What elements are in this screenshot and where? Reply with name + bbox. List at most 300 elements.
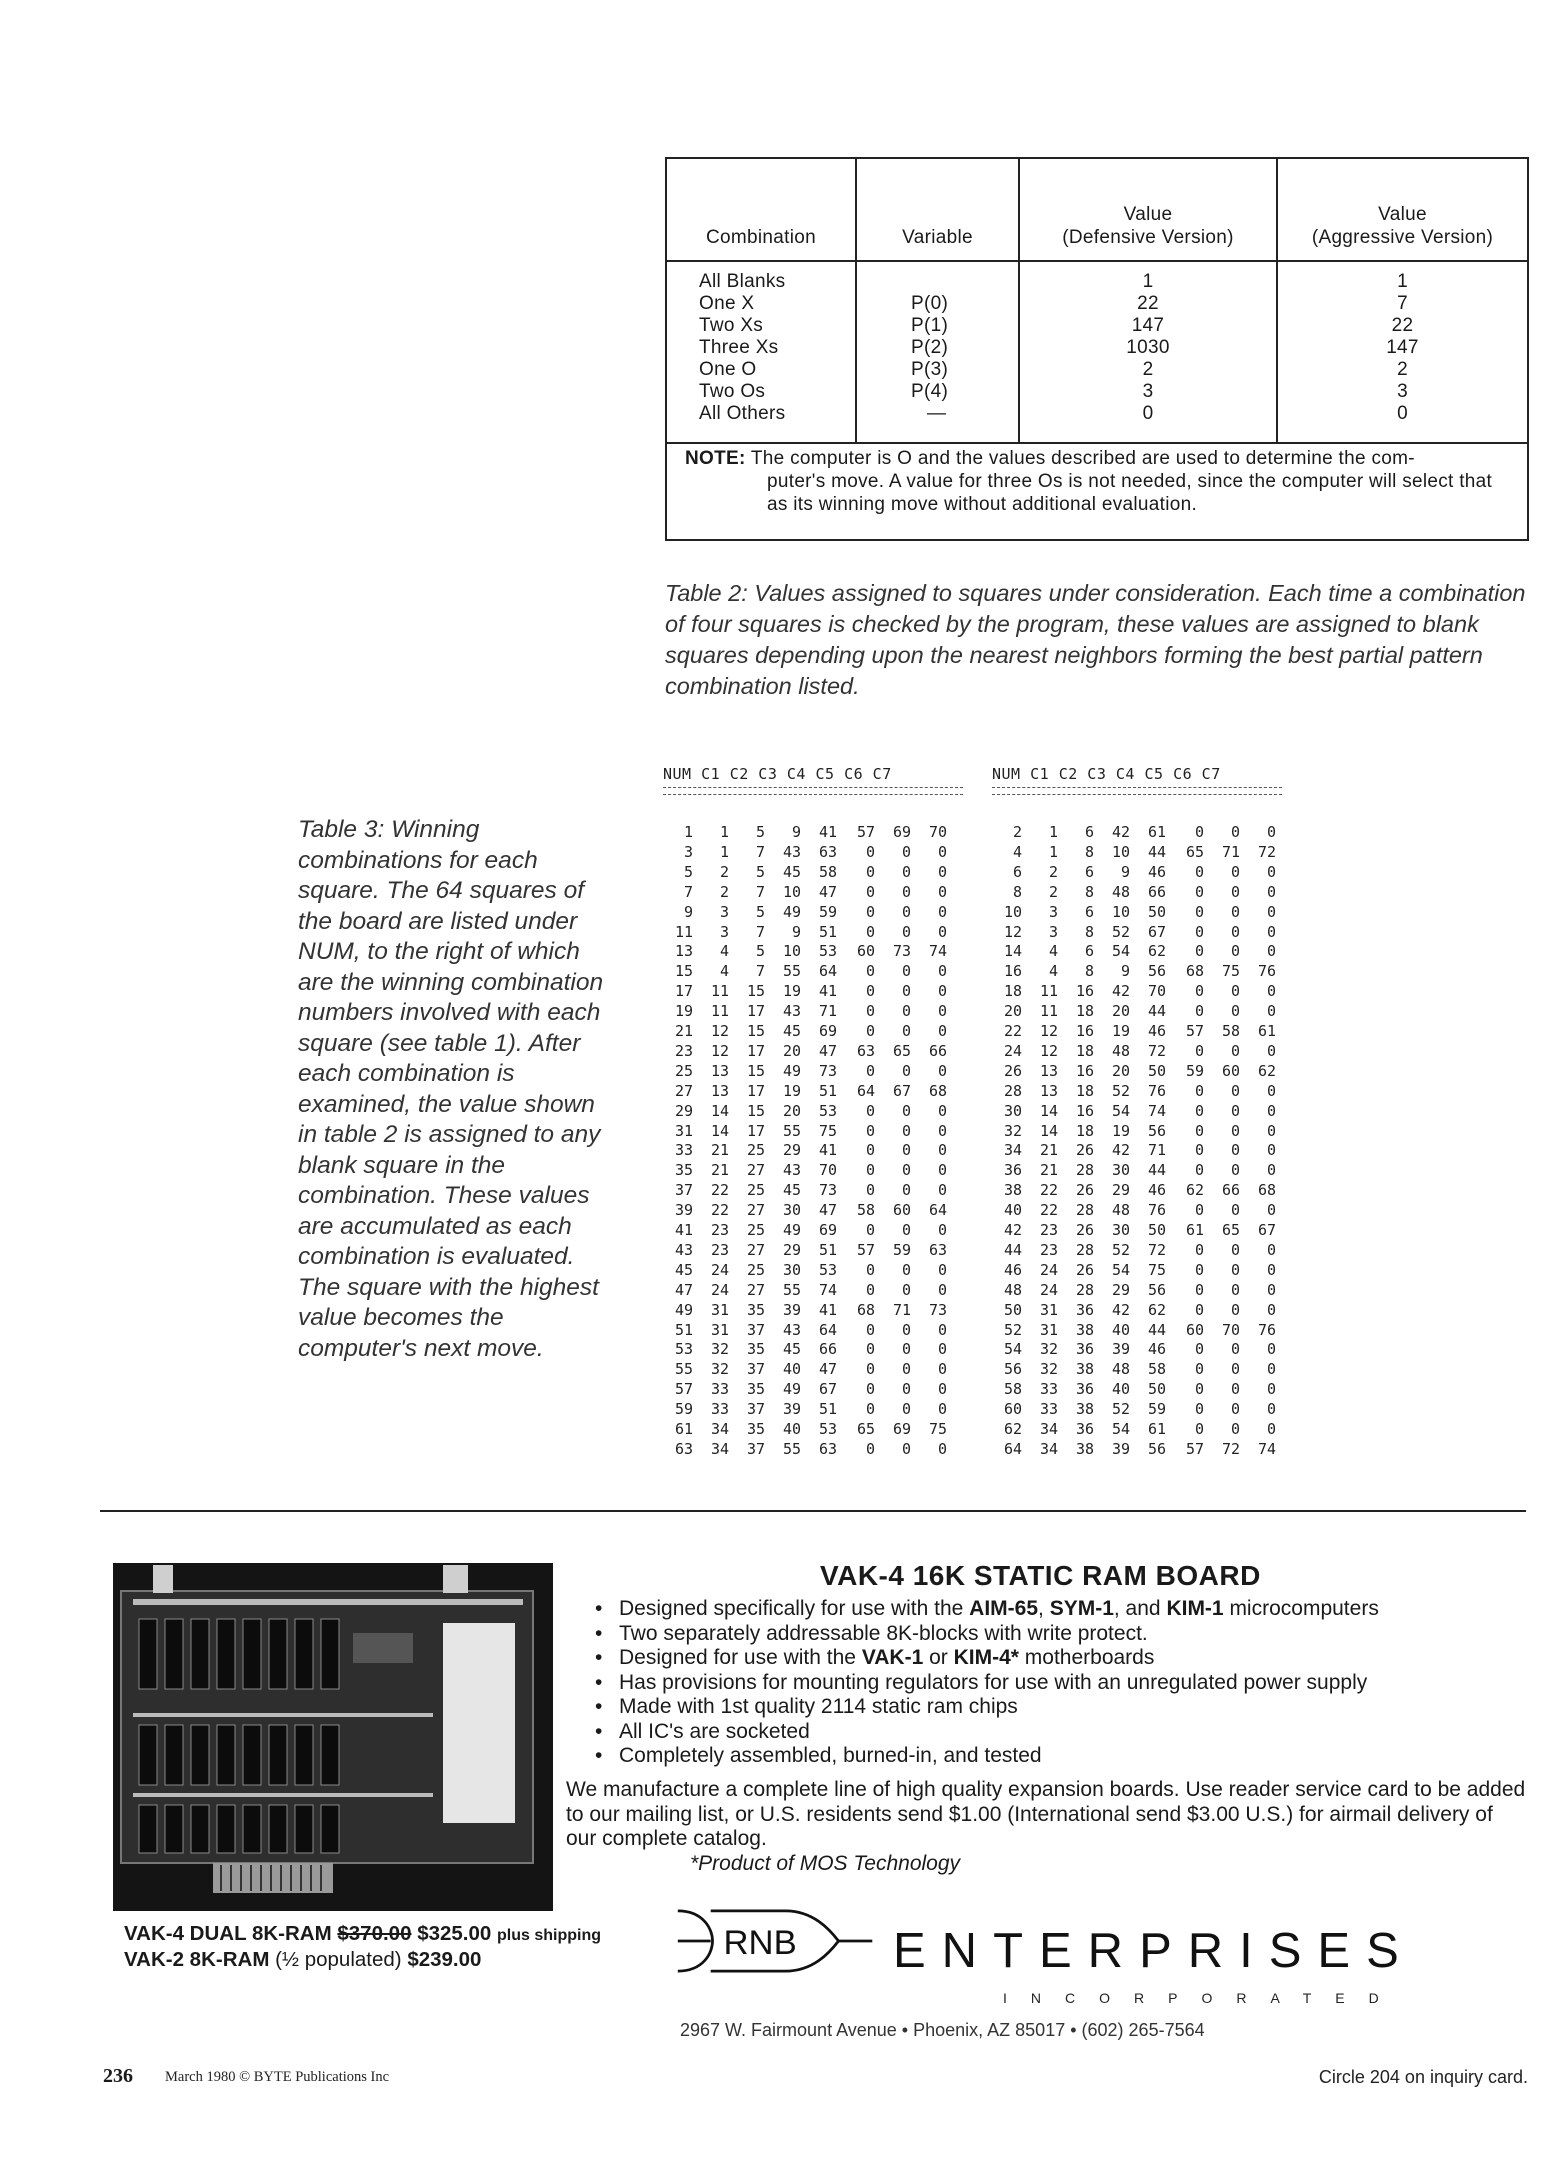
combination-number: 0	[1230, 823, 1240, 841]
combination-number: 69	[892, 823, 911, 841]
combination-number: 74	[928, 942, 947, 961]
combination-number: 48	[1111, 882, 1130, 901]
combination-number: 73	[818, 1061, 837, 1080]
header-variable: Variable	[902, 227, 973, 248]
combination-number: 11	[1039, 982, 1058, 1001]
combination-number: 69	[892, 1420, 911, 1438]
table-row	[663, 1200, 963, 1220]
combination-number: 24	[710, 1260, 729, 1279]
square-number: 25	[674, 1061, 693, 1080]
combination-number: 70	[818, 1161, 837, 1180]
combination-number: 43	[782, 1161, 801, 1180]
table-row	[992, 961, 1292, 981]
combination-number: 71	[892, 1300, 911, 1319]
table-row	[663, 862, 963, 882]
combination-number: 37	[746, 1400, 765, 1419]
combination-number: 13	[710, 1061, 729, 1080]
cell: P(1)	[911, 315, 949, 336]
combination-number: 44	[1147, 842, 1166, 861]
combination-number: 63	[856, 1041, 875, 1060]
combination-number: 41	[818, 1141, 837, 1160]
combination-number: 0	[1230, 1260, 1240, 1279]
combination-number: 0	[1194, 1161, 1204, 1180]
combination-number: 62	[1257, 1061, 1276, 1080]
combination-number: 46	[1147, 1181, 1166, 1200]
combination-number: 71	[1147, 1141, 1166, 1160]
cell: —	[927, 403, 947, 424]
combination-number: 75	[1147, 1260, 1166, 1279]
combination-number: 7	[755, 962, 765, 981]
combination-number: 0	[937, 922, 947, 941]
combination-number: 10	[782, 942, 801, 961]
combination-number: 0	[1194, 1300, 1204, 1319]
combination-number: 0	[1194, 1101, 1204, 1120]
combination-number: 0	[865, 1400, 875, 1419]
cell: Two Xs	[699, 315, 764, 336]
combination-number: 21	[1039, 1161, 1058, 1180]
header-combination: Combination	[706, 227, 816, 248]
square-number: 47	[674, 1280, 693, 1299]
cell: 3	[1397, 381, 1408, 402]
combination-number: 70	[928, 823, 947, 841]
combination-number: 18	[1075, 1002, 1094, 1021]
combination-number: 66	[1147, 882, 1166, 901]
table-row	[663, 1061, 963, 1081]
combination-number: 0	[1266, 1360, 1276, 1379]
combination-number: 0	[1194, 982, 1204, 1001]
combination-number: 0	[865, 1221, 875, 1239]
combination-number: 0	[937, 962, 947, 981]
combination-number: 73	[928, 1300, 947, 1319]
combination-number: 34	[710, 1420, 729, 1438]
combination-number: 0	[1194, 882, 1204, 901]
table-row	[992, 1260, 1292, 1280]
note-text-first: The computer is O and the values described are used to determine the com-	[750, 448, 1415, 469]
column-variable	[911, 271, 1011, 425]
combination-number: 59	[1185, 1061, 1204, 1080]
table-row	[663, 882, 963, 902]
combination-number: 18	[1075, 1081, 1094, 1100]
table-row	[992, 1320, 1292, 1340]
square-number: 62	[1003, 1420, 1022, 1438]
combination-number: 39	[1111, 1340, 1130, 1359]
combination-number: 9	[1120, 962, 1130, 981]
square-number: 64	[1003, 1439, 1022, 1458]
combination-number: 44	[1147, 1161, 1166, 1180]
combination-number: 6	[1084, 862, 1094, 881]
table-row	[663, 1439, 963, 1459]
cell: 1	[1397, 271, 1408, 292]
combination-number: 25	[746, 1181, 765, 1200]
table-row	[992, 1121, 1292, 1141]
new-price: $325.00	[417, 1922, 492, 1945]
combination-number: 0	[1194, 1380, 1204, 1399]
combination-number: 15	[746, 1101, 765, 1120]
square-number: 21	[674, 1022, 693, 1040]
combination-number: 46	[1147, 1340, 1166, 1359]
combination-number: 50	[1147, 1380, 1166, 1399]
combination-number: 30	[1111, 1161, 1130, 1180]
combination-number: 0	[1266, 882, 1276, 901]
square-number: 31	[674, 1121, 693, 1140]
ad-feature-list	[595, 1597, 1379, 1769]
combination-number: 35	[746, 1340, 765, 1359]
combination-number: 46	[1147, 862, 1166, 881]
square-number: 12	[1003, 922, 1022, 941]
combination-number: 2	[719, 862, 729, 881]
combination-number: 6	[1084, 902, 1094, 921]
square-number: 9	[683, 902, 693, 921]
combination-number: 58	[1221, 1022, 1240, 1040]
combination-number: 47	[818, 1201, 837, 1220]
square-number: 50	[1003, 1300, 1022, 1319]
square-number: 36	[1003, 1161, 1022, 1180]
combination-number: 24	[1039, 1260, 1058, 1279]
combination-number: 0	[865, 862, 875, 881]
combination-number: 0	[865, 1161, 875, 1180]
combination-number: 34	[1039, 1420, 1058, 1438]
combination-number: 0	[1194, 1400, 1204, 1419]
combination-number: 0	[1266, 1240, 1276, 1259]
square-number: 2	[1012, 823, 1022, 841]
combination-number: 8	[1084, 842, 1094, 861]
combination-number: 22	[710, 1181, 729, 1200]
combination-number: 9	[791, 922, 801, 941]
combination-number: 0	[901, 1161, 911, 1180]
combination-number: 25	[746, 1141, 765, 1160]
combination-number: 55	[782, 1439, 801, 1458]
combination-number: 0	[1194, 1201, 1204, 1220]
ad-footnote: *Product of MOS Technology	[690, 1852, 961, 1875]
combination-number: 62	[1147, 942, 1166, 961]
combination-number: 36	[1075, 1380, 1094, 1399]
combination-number: 0	[865, 1439, 875, 1458]
combination-number: 28	[1075, 1161, 1094, 1180]
square-number: 5	[683, 862, 693, 881]
table-row	[663, 1001, 963, 1021]
combination-number: 53	[818, 1101, 837, 1120]
combination-number: 58	[856, 1201, 875, 1220]
square-number: 52	[1003, 1320, 1022, 1339]
cell: P(3)	[911, 359, 949, 380]
combination-number: 41	[818, 982, 837, 1001]
table-row	[663, 1180, 963, 1200]
combination-number: 56	[1147, 1280, 1166, 1299]
combination-number: 0	[1266, 1340, 1276, 1359]
combination-number: 31	[1039, 1320, 1058, 1339]
combination-number: 33	[710, 1400, 729, 1419]
square-number: 22	[1003, 1022, 1022, 1040]
combination-number: 0	[1266, 1161, 1276, 1180]
combination-number: 0	[1266, 942, 1276, 961]
table-3-right	[992, 765, 1282, 1465]
table-3-caption: Table 3: Winning combinations for each square. The 64 squares of the board are listed under NUM, to the right of which are the winning combination numbers involved with each square (see table 1). After each combination is examined, the value shown in table 2 is assigned to any blank square in the combination. These values are accumulated as each combination is evaluated. The square with the highest value becomes the computer's next move.	[298, 816, 604, 1362]
logo-text: RNB	[723, 1923, 797, 1962]
combination-number: 8	[1084, 922, 1094, 941]
combination-number: 7	[755, 882, 765, 901]
section-divider	[100, 1510, 1526, 1512]
combination-number: 26	[1075, 1221, 1094, 1239]
combination-number: 0	[901, 1121, 911, 1140]
cell: 1030	[1126, 337, 1170, 358]
combination-number: 3	[1048, 902, 1058, 921]
combination-number: 66	[928, 1041, 947, 1060]
combination-number: 0	[901, 1141, 911, 1160]
table-row	[992, 1220, 1292, 1240]
combination-number: 0	[865, 922, 875, 941]
ad-title: VAK-4 16K STATIC RAM BOARD	[820, 1560, 1261, 1591]
table-row	[992, 842, 1292, 862]
combination-number: 0	[1266, 1201, 1276, 1220]
combination-number: 49	[782, 1221, 801, 1239]
combination-number: 59	[892, 1240, 911, 1259]
combination-number: 25	[746, 1260, 765, 1279]
table-row	[663, 961, 963, 981]
square-number: 54	[1003, 1340, 1022, 1359]
square-number: 57	[674, 1380, 693, 1399]
combination-number: 11	[710, 1002, 729, 1021]
table-row	[663, 1339, 963, 1359]
combination-number: 21	[1039, 1141, 1058, 1160]
combination-number: 73	[818, 1181, 837, 1200]
table-row	[992, 922, 1292, 942]
combination-number: 49	[782, 1380, 801, 1399]
combination-number: 0	[1230, 862, 1240, 881]
square-number: 51	[674, 1320, 693, 1339]
combination-number: 0	[901, 1280, 911, 1299]
combination-number: 8	[1084, 882, 1094, 901]
combination-number: 0	[1266, 922, 1276, 941]
table-row	[992, 941, 1292, 961]
combination-number: 15	[746, 1022, 765, 1040]
combination-number: 0	[865, 1280, 875, 1299]
combination-number: 17	[746, 1081, 765, 1100]
combination-number: 40	[782, 1360, 801, 1379]
feature-item: • Designed specifically for use with the AIM-65, SYM-1, and KIM-1 microcomputers	[595, 1597, 1379, 1622]
combination-number: 36	[1075, 1420, 1094, 1438]
combination-number: 34	[710, 1439, 729, 1458]
table-3-left	[663, 765, 963, 1465]
combination-number: 33	[1039, 1400, 1058, 1419]
combination-number: 14	[710, 1101, 729, 1120]
column-divider	[855, 159, 857, 444]
combination-number: 42	[1111, 1141, 1130, 1160]
combination-number: 12	[1039, 1041, 1058, 1060]
square-number: 8	[1012, 882, 1022, 901]
combination-number: 0	[937, 1121, 947, 1140]
combination-number: 27	[746, 1161, 765, 1180]
combination-number: 62	[1147, 1300, 1166, 1319]
combination-number: 0	[865, 1121, 875, 1140]
combination-number: 0	[865, 1320, 875, 1339]
square-number: 29	[674, 1101, 693, 1120]
combination-number: 47	[818, 882, 837, 901]
combination-number: 0	[901, 1002, 911, 1021]
combination-number: 64	[928, 1201, 947, 1220]
combination-number: 26	[1075, 1260, 1094, 1279]
combination-number: 0	[937, 1400, 947, 1419]
cell: 2	[1142, 359, 1154, 380]
combination-number: 49	[782, 1061, 801, 1080]
combination-number: 38	[1075, 1320, 1094, 1339]
combination-number: 0	[901, 922, 911, 941]
combination-number: 0	[1194, 1260, 1204, 1279]
square-number: 41	[674, 1221, 693, 1239]
combination-number: 0	[1230, 1360, 1240, 1379]
combination-number: 2	[1048, 882, 1058, 901]
combination-number: 0	[937, 1161, 947, 1180]
combination-number: 0	[865, 882, 875, 901]
table-row	[992, 862, 1292, 882]
combination-number: 63	[818, 842, 837, 861]
combination-number: 23	[710, 1221, 729, 1239]
combination-number: 0	[937, 842, 947, 861]
combination-number: 0	[1194, 1121, 1204, 1140]
combination-number: 10	[782, 882, 801, 901]
combination-number: 0	[1194, 1340, 1204, 1359]
combination-number: 0	[901, 1061, 911, 1080]
combination-number: 46	[1147, 1022, 1166, 1040]
combination-number: 0	[937, 1439, 947, 1458]
table-row	[992, 822, 1292, 842]
table-3-header: NUM C1 C2 C3 C4 C5 C6 C7	[992, 765, 1221, 783]
combination-number: 5	[755, 942, 765, 961]
combination-number: 42	[1111, 1300, 1130, 1319]
feature-item: • Made with 1st quality 2114 static ram chips	[595, 1695, 1379, 1720]
combination-number: 67	[1257, 1221, 1276, 1239]
square-number: 35	[674, 1161, 693, 1180]
combination-number: 38	[1075, 1360, 1094, 1379]
square-number: 38	[1003, 1181, 1022, 1200]
combination-number: 14	[1039, 1121, 1058, 1140]
combination-number: 4	[719, 962, 729, 981]
combination-number: 0	[865, 902, 875, 921]
combination-number: 0	[901, 1320, 911, 1339]
combination-number: 72	[1257, 842, 1276, 861]
combination-number: 30	[782, 1201, 801, 1220]
header-aggressive: Value (Aggressive Version)	[1311, 204, 1494, 248]
combination-number: 0	[1266, 1081, 1276, 1100]
combination-number: 70	[1147, 982, 1166, 1001]
square-number: 28	[1003, 1081, 1022, 1100]
combination-number: 0	[1230, 1141, 1240, 1160]
combination-number: 0	[1194, 1360, 1204, 1379]
combination-number: 0	[1230, 1201, 1240, 1220]
square-number: 11	[674, 922, 693, 941]
combination-number: 61	[1257, 1022, 1276, 1040]
table-row	[992, 1359, 1292, 1379]
combination-number: 57	[1185, 1439, 1204, 1458]
combination-number: 24	[1039, 1280, 1058, 1299]
combination-number: 43	[782, 842, 801, 861]
combination-number: 0	[1230, 1161, 1240, 1180]
combination-number: 19	[782, 1081, 801, 1100]
cell: P(2)	[911, 337, 949, 358]
combination-number: 1	[1048, 823, 1058, 841]
table-row	[663, 1101, 963, 1121]
combination-number: 0	[1194, 942, 1204, 961]
cell: P(0)	[911, 293, 949, 314]
combination-number: 0	[901, 1221, 911, 1239]
square-number: 53	[674, 1340, 693, 1359]
combination-number: 50	[1147, 902, 1166, 921]
ram-board-photo	[113, 1563, 553, 1911]
combination-number: 42	[1111, 982, 1130, 1001]
header-rule	[663, 787, 963, 795]
combination-number: 0	[1266, 1121, 1276, 1140]
publication-credit: March 1980 © BYTE Publications Inc	[165, 2069, 390, 2085]
table-row	[992, 1240, 1292, 1260]
combination-number: 0	[1266, 1420, 1276, 1438]
table-row	[992, 1001, 1292, 1021]
cell: All Blanks	[699, 271, 786, 292]
combination-number: 10	[1111, 842, 1130, 861]
square-number: 15	[674, 962, 693, 981]
combination-number: 39	[782, 1300, 801, 1319]
combination-number: 41	[818, 823, 837, 841]
header-divider	[667, 260, 1527, 262]
combination-number: 72	[1147, 1041, 1166, 1060]
combination-number: 0	[865, 1101, 875, 1120]
combination-number: 0	[901, 1380, 911, 1399]
combination-number: 66	[1221, 1181, 1240, 1200]
combination-number: 25	[746, 1221, 765, 1239]
combination-number: 50	[1147, 1061, 1166, 1080]
combination-number: 62	[1185, 1181, 1204, 1200]
combination-number: 35	[746, 1300, 765, 1319]
combination-number: 43	[782, 1320, 801, 1339]
square-number: 46	[1003, 1260, 1022, 1279]
cell: Two Os	[699, 381, 766, 402]
combination-number: 22	[1039, 1181, 1058, 1200]
combination-number: 3	[719, 902, 729, 921]
cell: P(4)	[911, 381, 949, 402]
combination-number: 41	[818, 1300, 837, 1319]
square-number: 3	[683, 842, 693, 861]
combination-number: 2	[719, 882, 729, 901]
table-row	[992, 1140, 1292, 1160]
cell: All Others	[699, 403, 786, 424]
combination-number: 0	[901, 1400, 911, 1419]
combination-number: 0	[1194, 1041, 1204, 1060]
square-number: 61	[674, 1420, 693, 1438]
combination-number: 0	[1266, 1300, 1276, 1319]
combination-number: 16	[1075, 1061, 1094, 1080]
combination-number: 61	[1147, 1420, 1166, 1438]
combination-number: 0	[901, 1181, 911, 1200]
square-number: 60	[1003, 1400, 1022, 1419]
combination-number: 67	[1147, 922, 1166, 941]
combination-number: 36	[1075, 1300, 1094, 1319]
combination-number: 33	[1039, 1380, 1058, 1399]
square-number: 27	[674, 1081, 693, 1100]
square-number: 14	[1003, 942, 1022, 961]
combination-number: 0	[865, 1260, 875, 1279]
square-number: 4	[1012, 842, 1022, 861]
table-row	[992, 1280, 1292, 1300]
square-number: 26	[1003, 1061, 1022, 1080]
combination-number: 39	[1111, 1439, 1130, 1458]
square-number: 58	[1003, 1380, 1022, 1399]
table-row	[663, 1280, 963, 1300]
combination-number: 71	[1221, 842, 1240, 861]
square-number: 20	[1003, 1002, 1022, 1021]
combination-number: 54	[1111, 1420, 1130, 1438]
cell: 2	[1397, 359, 1408, 380]
table-row	[992, 1101, 1292, 1121]
combination-number: 0	[937, 1280, 947, 1299]
combination-number: 0	[937, 1340, 947, 1359]
